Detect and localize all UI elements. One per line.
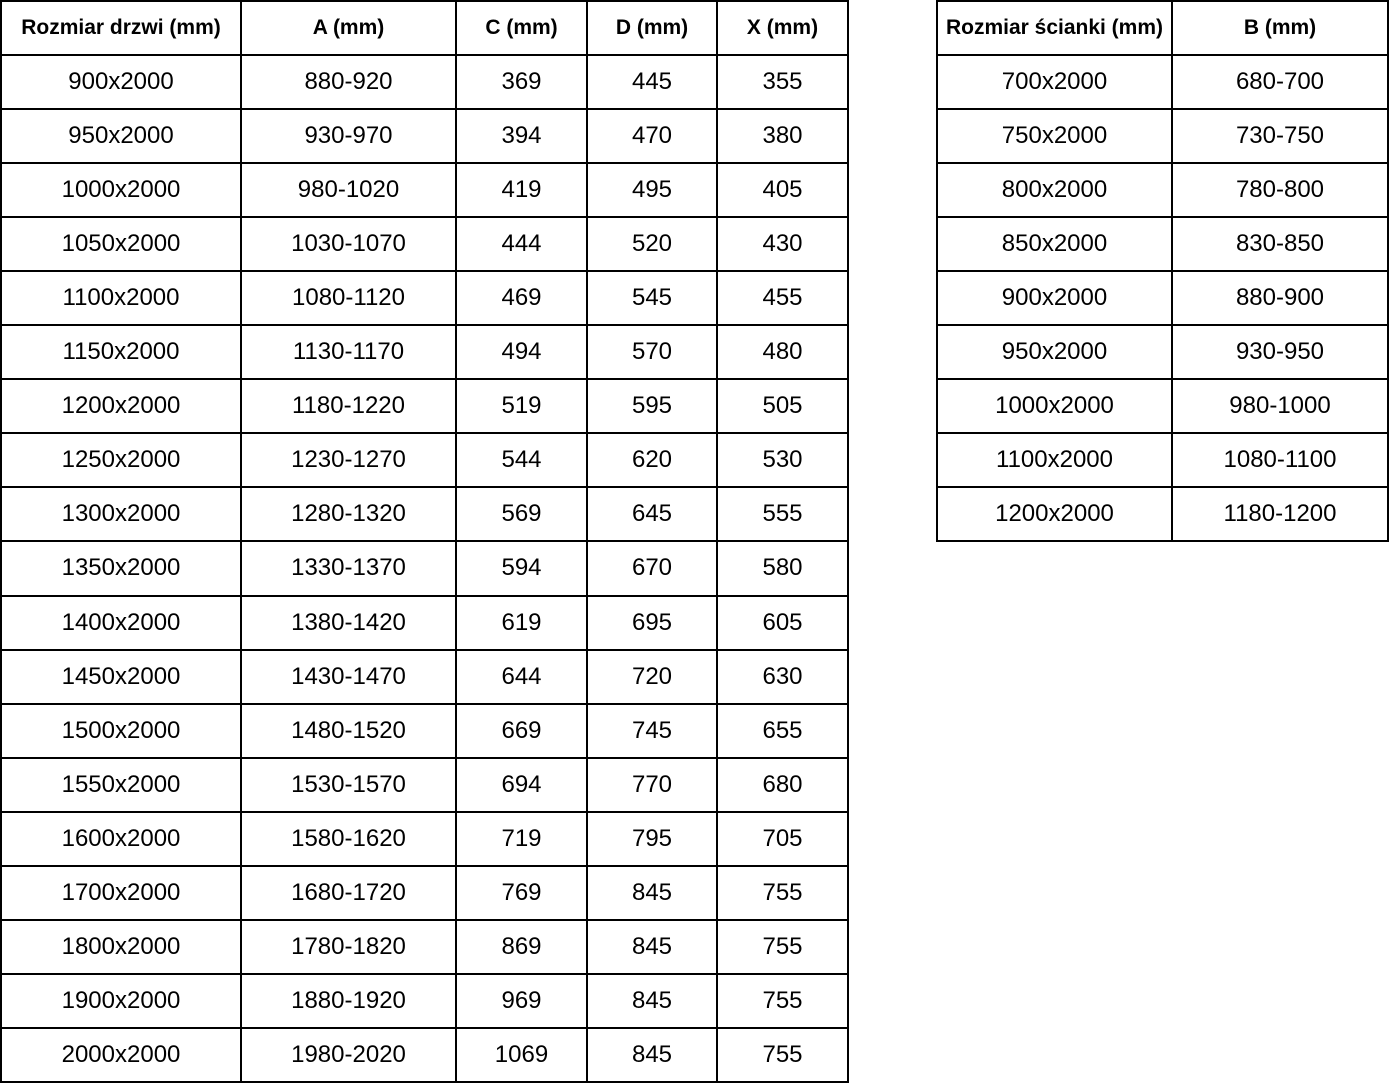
table-cell: 480: [717, 325, 848, 379]
table-cell: 470: [587, 109, 717, 163]
table-cell: 695: [587, 596, 717, 650]
table-row: [1, 217, 848, 271]
table-row: [937, 325, 1388, 379]
table-cell: 655: [717, 704, 848, 758]
table-cell: 880-920: [241, 55, 456, 109]
table-cell: 1100x2000: [1, 271, 241, 325]
table-row: [937, 487, 1388, 541]
table-cell: 1130-1170: [241, 325, 456, 379]
table-cell: 1250x2000: [1, 433, 241, 487]
table-cell: 1050x2000: [1, 217, 241, 271]
table-cell: 619: [456, 596, 587, 650]
table-cell: 2000x2000: [1, 1028, 241, 1082]
column-header: C (mm): [456, 1, 587, 55]
table-cell: 1330-1370: [241, 541, 456, 595]
table-cell: 670: [587, 541, 717, 595]
table-row: [937, 55, 1388, 109]
column-header: D (mm): [587, 1, 717, 55]
table-cell: 845: [587, 866, 717, 920]
table-cell: 845: [587, 920, 717, 974]
table-cell: 800x2000: [937, 163, 1172, 217]
table-cell: 1680-1720: [241, 866, 456, 920]
table-cell: 780-800: [1172, 163, 1388, 217]
table-cell: 1500x2000: [1, 704, 241, 758]
table-cell: 900x2000: [1, 55, 241, 109]
table-cell: 1780-1820: [241, 920, 456, 974]
table-cell: 630: [717, 650, 848, 704]
table-row: [1, 758, 848, 812]
table-cell: 455: [717, 271, 848, 325]
header-row: [1, 1, 848, 55]
table-cell: 595: [587, 379, 717, 433]
table-cell: 430: [717, 217, 848, 271]
table-cell: 445: [587, 55, 717, 109]
table-cell: 1800x2000: [1, 920, 241, 974]
table-cell: 755: [717, 974, 848, 1028]
table-cell: 369: [456, 55, 587, 109]
table-row: [1, 596, 848, 650]
table-cell: 580: [717, 541, 848, 595]
table-row: [1, 109, 848, 163]
table-cell: 669: [456, 704, 587, 758]
table-cell: 530: [717, 433, 848, 487]
table-cell: 1530-1570: [241, 758, 456, 812]
table-cell: 544: [456, 433, 587, 487]
table-cell: 1180-1200: [1172, 487, 1388, 541]
column-header: B (mm): [1172, 1, 1388, 55]
table-cell: 745: [587, 704, 717, 758]
table-cell: 645: [587, 487, 717, 541]
column-header: A (mm): [241, 1, 456, 55]
table-cell: 769: [456, 866, 587, 920]
table-cell: 519: [456, 379, 587, 433]
table-cell: 755: [717, 920, 848, 974]
table-cell: 495: [587, 163, 717, 217]
table-row: [1, 379, 848, 433]
table-cell: 1150x2000: [1, 325, 241, 379]
table-cell: 1350x2000: [1, 541, 241, 595]
table-cell: 930-970: [241, 109, 456, 163]
table-cell: 1000x2000: [1, 163, 241, 217]
table-cell: 750x2000: [937, 109, 1172, 163]
table-cell: 880-900: [1172, 271, 1388, 325]
table-cell: 1980-2020: [241, 1028, 456, 1082]
table-row: [937, 379, 1388, 433]
table-cell: 1400x2000: [1, 596, 241, 650]
table-row: [1, 55, 848, 109]
table-cell: 980-1020: [241, 163, 456, 217]
table-cell: 520: [587, 217, 717, 271]
wall-panel-sizes-table: [936, 0, 1389, 542]
table-cell: 494: [456, 325, 587, 379]
table-cell: 1900x2000: [1, 974, 241, 1028]
table-row: [1, 271, 848, 325]
table-cell: 755: [717, 1028, 848, 1082]
table-cell: 545: [587, 271, 717, 325]
table-cell: 830-850: [1172, 217, 1388, 271]
table-cell: 1430-1470: [241, 650, 456, 704]
table-row: [1, 650, 848, 704]
table-cell: 694: [456, 758, 587, 812]
table-cell: 469: [456, 271, 587, 325]
table-cell: 980-1000: [1172, 379, 1388, 433]
table-cell: 605: [717, 596, 848, 650]
table-cell: 950x2000: [937, 325, 1172, 379]
table-row: [1, 812, 848, 866]
table-cell: 569: [456, 487, 587, 541]
table-cell: 644: [456, 650, 587, 704]
table-cell: 355: [717, 55, 848, 109]
table-cell: 705: [717, 812, 848, 866]
table-cell: 1450x2000: [1, 650, 241, 704]
table-cell: 950x2000: [1, 109, 241, 163]
table-cell: 1080-1120: [241, 271, 456, 325]
table-cell: 1580-1620: [241, 812, 456, 866]
table-row: [1, 974, 848, 1028]
table-cell: 845: [587, 1028, 717, 1082]
table-cell: 1069: [456, 1028, 587, 1082]
table-cell: 680-700: [1172, 55, 1388, 109]
table-cell: 1700x2000: [1, 866, 241, 920]
table-cell: 770: [587, 758, 717, 812]
table-row: [1, 704, 848, 758]
table-cell: 680: [717, 758, 848, 812]
table-cell: 444: [456, 217, 587, 271]
table-cell: 730-750: [1172, 109, 1388, 163]
table-cell: 594: [456, 541, 587, 595]
table-cell: 900x2000: [937, 271, 1172, 325]
table-cell: 1550x2000: [1, 758, 241, 812]
table-cell: 505: [717, 379, 848, 433]
table-cell: 719: [456, 812, 587, 866]
header-row: [937, 1, 1388, 55]
table-cell: 1230-1270: [241, 433, 456, 487]
table-cell: 795: [587, 812, 717, 866]
table-cell: 930-950: [1172, 325, 1388, 379]
table-cell: 845: [587, 974, 717, 1028]
table-cell: 620: [587, 433, 717, 487]
table-cell: 1200x2000: [1, 379, 241, 433]
table-row: [937, 271, 1388, 325]
table-cell: 1480-1520: [241, 704, 456, 758]
table-cell: 1200x2000: [937, 487, 1172, 541]
table-cell: 1000x2000: [937, 379, 1172, 433]
table-cell: 850x2000: [937, 217, 1172, 271]
table-row: [1, 325, 848, 379]
table-cell: 700x2000: [937, 55, 1172, 109]
table-cell: 1080-1100: [1172, 433, 1388, 487]
table-row: [937, 217, 1388, 271]
table-cell: 394: [456, 109, 587, 163]
table-row: [1, 433, 848, 487]
table-cell: 1030-1070: [241, 217, 456, 271]
table-cell: 1280-1320: [241, 487, 456, 541]
table-cell: 755: [717, 866, 848, 920]
table-cell: 380: [717, 109, 848, 163]
table-cell: 405: [717, 163, 848, 217]
column-header: Rozmiar drzwi (mm): [1, 1, 241, 55]
table-row: [1, 487, 848, 541]
table-cell: 869: [456, 920, 587, 974]
table-cell: 419: [456, 163, 587, 217]
table-row: [1, 163, 848, 217]
table-cell: 1300x2000: [1, 487, 241, 541]
table-cell: 1600x2000: [1, 812, 241, 866]
table-cell: 555: [717, 487, 848, 541]
table-row: [937, 109, 1388, 163]
table-cell: 1180-1220: [241, 379, 456, 433]
table-row: [1, 541, 848, 595]
table-cell: 1380-1420: [241, 596, 456, 650]
table-cell: 720: [587, 650, 717, 704]
table-row: [1, 1028, 848, 1082]
column-header: X (mm): [717, 1, 848, 55]
table-cell: 1100x2000: [937, 433, 1172, 487]
table-cell: 969: [456, 974, 587, 1028]
table-row: [937, 163, 1388, 217]
table-row: [1, 920, 848, 974]
column-header: Rozmiar ścianki (mm): [937, 1, 1172, 55]
table-row: [937, 433, 1388, 487]
table-row: [1, 866, 848, 920]
table-cell: 570: [587, 325, 717, 379]
table-cell: 1880-1920: [241, 974, 456, 1028]
